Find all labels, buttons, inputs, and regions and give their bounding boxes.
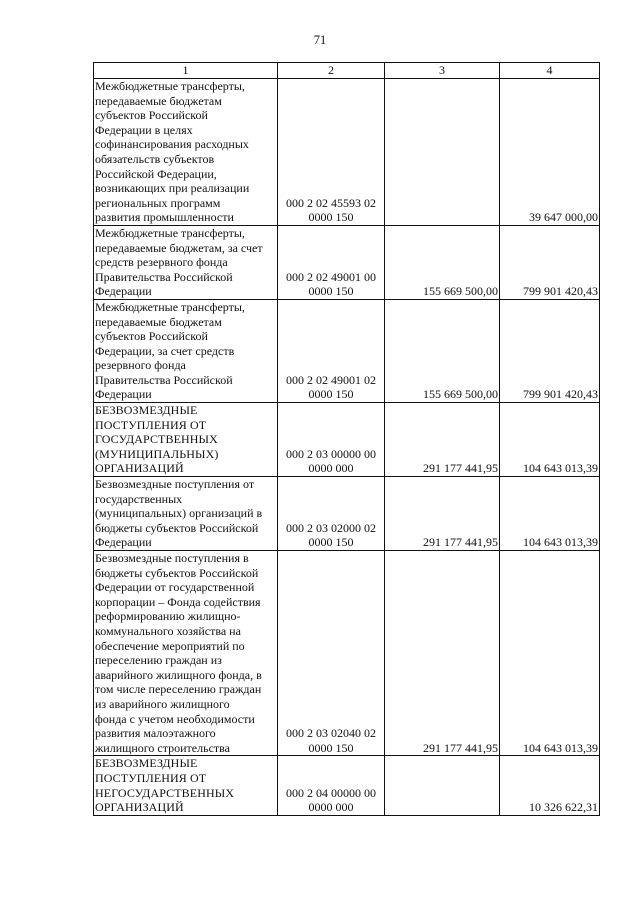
- row-value-3: [385, 756, 500, 815]
- row-value-3: 291 177 441,95: [385, 403, 500, 477]
- row-name: Межбюджетные трансферты, передаваемые бюджетам субъектов Российской Федерации, за счет средств резервного фонда Правительства Российской Федерации: [94, 299, 278, 402]
- row-value-3: 155 669 500,00: [385, 225, 500, 299]
- row-name: Безвозмездные поступления от государственных (муниципальных) организаций в бюджеты субъектов Российской Федерации: [94, 477, 278, 551]
- table-row: [94, 299, 600, 402]
- table-header-row: [94, 63, 600, 79]
- row-value-3: 291 177 441,95: [385, 551, 500, 756]
- column-header-1: 1: [94, 63, 278, 79]
- row-code: 000 2 04 00000 00 0000 000: [278, 756, 385, 815]
- table-row: [94, 403, 600, 477]
- table-row: [94, 551, 600, 756]
- row-name: Безвозмездные поступления в бюджеты субъектов Российской Федерации от государственной корпорации – Фонда содействия реформированию жилищно- коммунального хозяйства на обеспечение мероприятий по переселению граждан из аварийного жилищного фонда, в том числе переселению граждан из аварийного жилищного фонда с учетом необходимости развития малоэтажного жилищного строительства: [94, 551, 278, 756]
- table-row: [94, 225, 600, 299]
- row-name: БЕЗВОЗМЕЗДНЫЕ ПОСТУПЛЕНИЯ ОТ ГОСУДАРСТВЕННЫХ (МУНИЦИПАЛЬНЫХ) ОРГАНИЗАЦИЙ: [94, 403, 278, 477]
- row-code: 000 2 02 49001 02 0000 150: [278, 299, 385, 402]
- row-value-4: 799 901 420,43: [500, 299, 600, 402]
- row-name: БЕЗВОЗМЕЗДНЫЕ ПОСТУПЛЕНИЯ ОТ НЕГОСУДАРСТВЕННЫХ ОРГАНИЗАЦИЙ: [94, 756, 278, 815]
- table-row: [94, 477, 600, 551]
- page-number: 71: [313, 33, 327, 47]
- row-code: 000 2 02 49001 00 0000 150: [278, 225, 385, 299]
- row-value-3: 155 669 500,00: [385, 299, 500, 402]
- row-value-4: 104 643 013,39: [500, 477, 600, 551]
- row-name: Межбюджетные трансферты, передаваемые бюджетам субъектов Российской Федерации в целях софинансирования расходных обязательств субъектов Российской Федерации, возникающих при реализации региональных программ развития промышленности: [94, 79, 278, 226]
- row-code: 000 2 03 00000 00 0000 000: [278, 403, 385, 477]
- row-value-4: 39 647 000,00: [500, 79, 600, 226]
- budget-table: [93, 62, 600, 816]
- table-row: [94, 756, 600, 815]
- column-header-4: 4: [500, 63, 600, 79]
- row-name: Межбюджетные трансферты, передаваемые бюджетам, за счет средств резервного фонда Правительства Российской Федерации: [94, 225, 278, 299]
- row-code: 000 2 02 45593 02 0000 150: [278, 79, 385, 226]
- row-code: 000 2 03 02000 02 0000 150: [278, 477, 385, 551]
- row-value-4: 104 643 013,39: [500, 551, 600, 756]
- row-value-4: 104 643 013,39: [500, 403, 600, 477]
- table-row: [94, 79, 600, 226]
- row-code: 000 2 03 02040 02 0000 150: [278, 551, 385, 756]
- row-value-3: 291 177 441,95: [385, 477, 500, 551]
- column-header-2: 2: [278, 63, 385, 79]
- row-value-3: [385, 79, 500, 226]
- row-value-4: 799 901 420,43: [500, 225, 600, 299]
- row-value-4: 10 326 622,31: [500, 756, 600, 815]
- column-header-3: 3: [385, 63, 500, 79]
